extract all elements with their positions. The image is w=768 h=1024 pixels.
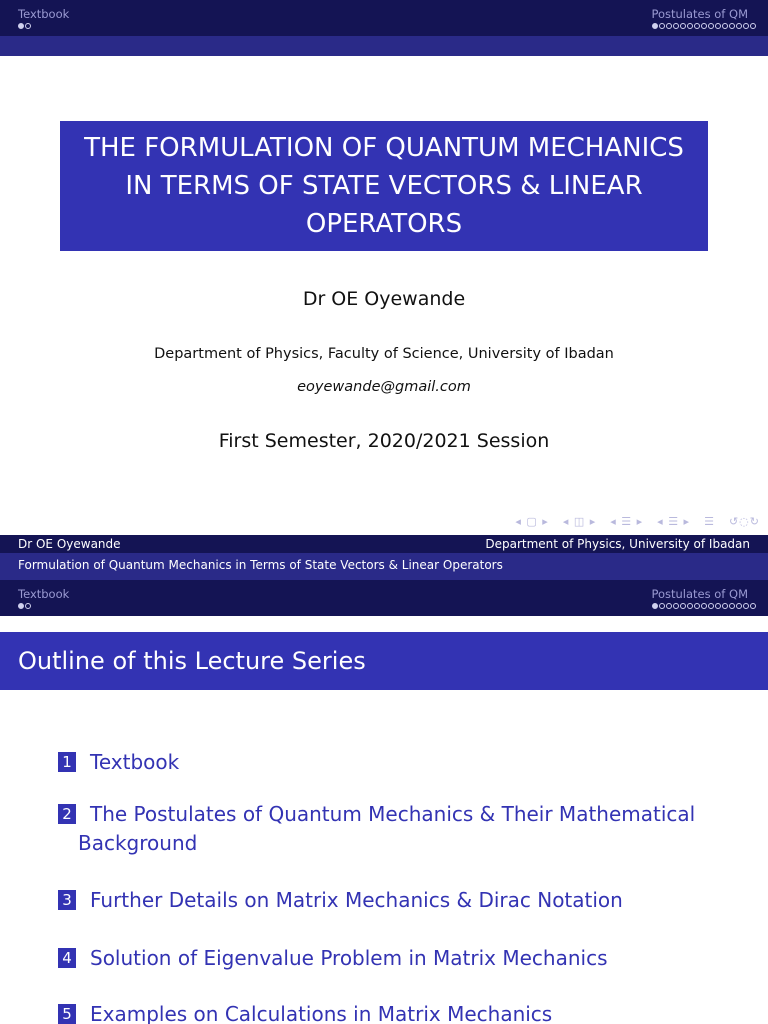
nav-section-textbook[interactable]: Textbook [18,587,70,601]
nav-dot[interactable] [18,603,24,609]
nav-dot[interactable] [652,23,658,29]
nav-dot[interactable] [722,603,728,609]
nav-bar [0,0,768,36]
nav-dot[interactable] [659,603,665,609]
nav-dot[interactable] [659,23,665,29]
institute: Department of Physics, Faculty of Science, University of Ibadan [154,346,614,362]
title-block [60,121,708,251]
nav-dots-left[interactable] [18,23,31,31]
subsection-nav-icon[interactable]: ◂ ☰ ▸ [610,515,644,528]
author-name: Dr OE Oyewande [302,288,466,310]
footline-author: Dr OE Oyewande [18,537,121,551]
toc-number: 1 [58,752,76,772]
toc-item-label: Textbook [90,750,180,774]
beamer-navigation-symbols [515,515,760,528]
nav-dot[interactable] [750,23,756,29]
nav-dot[interactable] [701,603,707,609]
nav-dot[interactable] [694,603,700,609]
nav-dot[interactable] [729,603,735,609]
nav-dot[interactable] [666,603,672,609]
toc-item-postulates[interactable] [58,800,695,858]
toc-item-eigenvalue[interactable] [58,944,608,973]
toc-item-label: The Postulates of Quantum Mechanics & Their Mathematical [90,802,696,826]
nav-dots-left[interactable] [18,603,31,611]
footline-bottom [0,553,768,580]
nav-dot[interactable] [708,23,714,29]
nav-dot[interactable] [680,23,686,29]
toc-item-label: Solution of Eigenvalue Problem in Matrix Mechanics [90,946,608,970]
toc-item-textbook[interactable] [58,748,179,777]
nav-dot[interactable] [736,603,742,609]
frame-title: Outline of this Lecture Series [18,647,366,675]
document-nav-icon[interactable]: ☰ [704,515,715,528]
nav-bar [0,580,768,616]
nav-dot[interactable] [729,23,735,29]
toc-item-label: Further Details on Matrix Mechanics & Dirac Notation [90,888,623,912]
toc-number: 2 [58,804,76,824]
frame-title-bar [0,632,768,690]
nav-dot[interactable] [701,23,707,29]
nav-dot[interactable] [722,23,728,29]
nav-dot[interactable] [715,603,721,609]
presentation-date: First Semester, 2020/2021 Session [218,430,550,452]
toc-item-examples[interactable] [58,1000,552,1024]
slide-title: THE FORMULATION OF QUANTUM MECHANICS IN TERMS OF STATE VECTORS & LINEAR OPERATORS [84,133,684,239]
footline-top [0,535,768,553]
nav-dot[interactable] [743,603,749,609]
nav-dot[interactable] [680,603,686,609]
toc-item-matrix-mechanics[interactable] [58,886,623,915]
outline-slide [0,580,768,1024]
toc-item-label: Examples on Calculations in Matrix Mechanics [90,1002,553,1024]
nav-dot[interactable] [736,23,742,29]
nav-dot[interactable] [673,603,679,609]
nav-dot[interactable] [673,23,679,29]
slide-nav-icon[interactable]: ◂ ▢ ▸ [515,515,549,528]
toc-number: 4 [58,948,76,968]
nav-subbar [0,36,768,56]
nav-dots-right[interactable] [652,603,756,611]
nav-dot[interactable] [25,23,31,29]
search-back-forward-icon[interactable]: ↺◌↻ [728,515,760,528]
nav-dot[interactable] [694,23,700,29]
footline-short-title: Formulation of Quantum Mechanics in Terms of State Vectors & Linear Operators [18,558,503,572]
nav-dot[interactable] [25,603,31,609]
nav-dot[interactable] [743,23,749,29]
nav-dot[interactable] [708,603,714,609]
nav-dot[interactable] [687,23,693,29]
section-nav-icon[interactable]: ◂ ☰ ▸ [657,515,691,528]
nav-section-textbook[interactable]: Textbook [18,7,70,21]
nav-dot[interactable] [750,603,756,609]
nav-dot[interactable] [687,603,693,609]
toc-number: 5 [58,1004,76,1024]
toc-item-label-continued: Background [78,831,198,855]
toc-number: 3 [58,890,76,910]
footline-institute: Department of Physics, University of Ibadan [485,537,750,551]
email-address[interactable]: eoyewande@gmail.com [297,379,471,395]
frame-nav-icon[interactable]: ◂ ◫ ▸ [562,515,597,528]
nav-dot[interactable] [666,23,672,29]
nav-section-postulates[interactable]: Postulates of QM [651,587,748,601]
nav-dot[interactable] [715,23,721,29]
nav-section-postulates[interactable]: Postulates of QM [651,7,748,21]
nav-dots-right[interactable] [652,23,756,31]
nav-dot[interactable] [652,603,658,609]
nav-dot[interactable] [18,23,24,29]
